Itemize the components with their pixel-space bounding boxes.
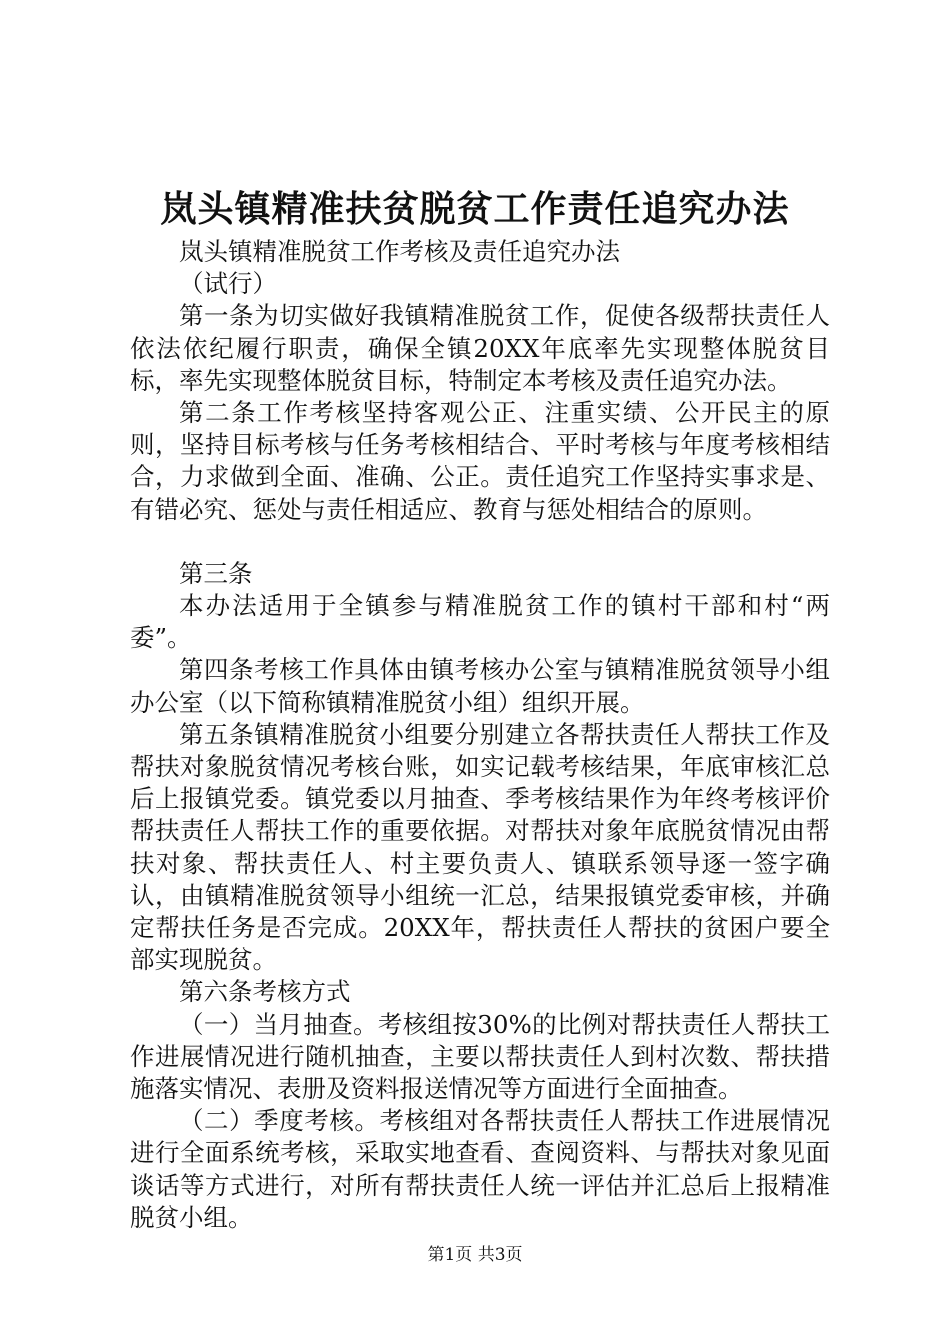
article-2: 第二条工作考核坚持客观公正、注重实绩、公开民主的原则，坚持目标考核与任务考核相结合、平时考核与年度考核相结合，力求做到全面、准确、公正。责任追究工作坚持实事求是、有错必究、惩处与责任相适应、教育与惩处相结合的原则。 bbox=[130, 398, 830, 524]
page-footer: 第1页 共3页 bbox=[427, 1245, 523, 1265]
article-6-item-2: （二）季度考核。考核组对各帮扶责任人帮扶工作进展情况进行全面系统考核，采取实地查看、查阅资料、与帮扶对象见面谈话等方式进行，对所有帮扶责任人统一评估并汇总后上报精准脱贫小组。 bbox=[130, 1106, 830, 1232]
subtitle: 岚头镇精准脱贫工作考核及责任追究办法 bbox=[179, 237, 620, 266]
article-5: 第五条镇精准脱贫小组要分别建立各帮扶责任人帮扶工作及帮扶对象脱贫情况考核台账，如实记载考核结果，年底审核汇总后上报镇党委。镇党委以月抽查、季考核结果作为年终考核评价帮扶责任人帮扶工作的重要依据。对帮扶对象年底脱贫情况由帮扶对象、帮扶责任人、村主要负责人、镇联系领导逐一签字确认，由镇精准脱贫领导小组统一汇总，结果报镇党委审核，并确定帮扶任务是否完成。20XX年，帮扶责任人帮扶的贫困户要全部实现脱贫。 bbox=[130, 719, 830, 975]
trial-note: （试行） bbox=[179, 269, 277, 299]
article-6-heading: 第六条考核方式 bbox=[179, 977, 351, 1007]
document-title: 岚头镇精准扶贫脱贫工作责任追究办法 bbox=[160, 188, 790, 230]
article-4: 第四条考核工作具体由镇考核办公室与镇精准脱贫领导小组办公室（以下简称镇精准脱贫小组）组织开展。 bbox=[130, 655, 830, 717]
article-3-heading: 第三条 bbox=[179, 558, 253, 588]
document-body bbox=[130, 236, 830, 1234]
article-3-body: 本办法适用于全镇参与精准脱贫工作的镇村干部和村“两委”。 bbox=[130, 591, 830, 653]
article-1: 第一条为切实做好我镇精准脱贫工作，促使各级帮扶责任人依法依纪履行职责，确保全镇20XX年底率先实现整体脱贫目标，率先实现整体脱贫目标，特制定本考核及责任追究办法。 bbox=[130, 301, 830, 395]
article-6-item-1: （一）当月抽查。考核组按30%的比例对帮扶责任人帮扶工作进展情况进行随机抽查，主要以帮扶责任人到村次数、帮扶措施落实情况、表册及资料报送情况等方面进行全面抽查。 bbox=[130, 1009, 830, 1104]
